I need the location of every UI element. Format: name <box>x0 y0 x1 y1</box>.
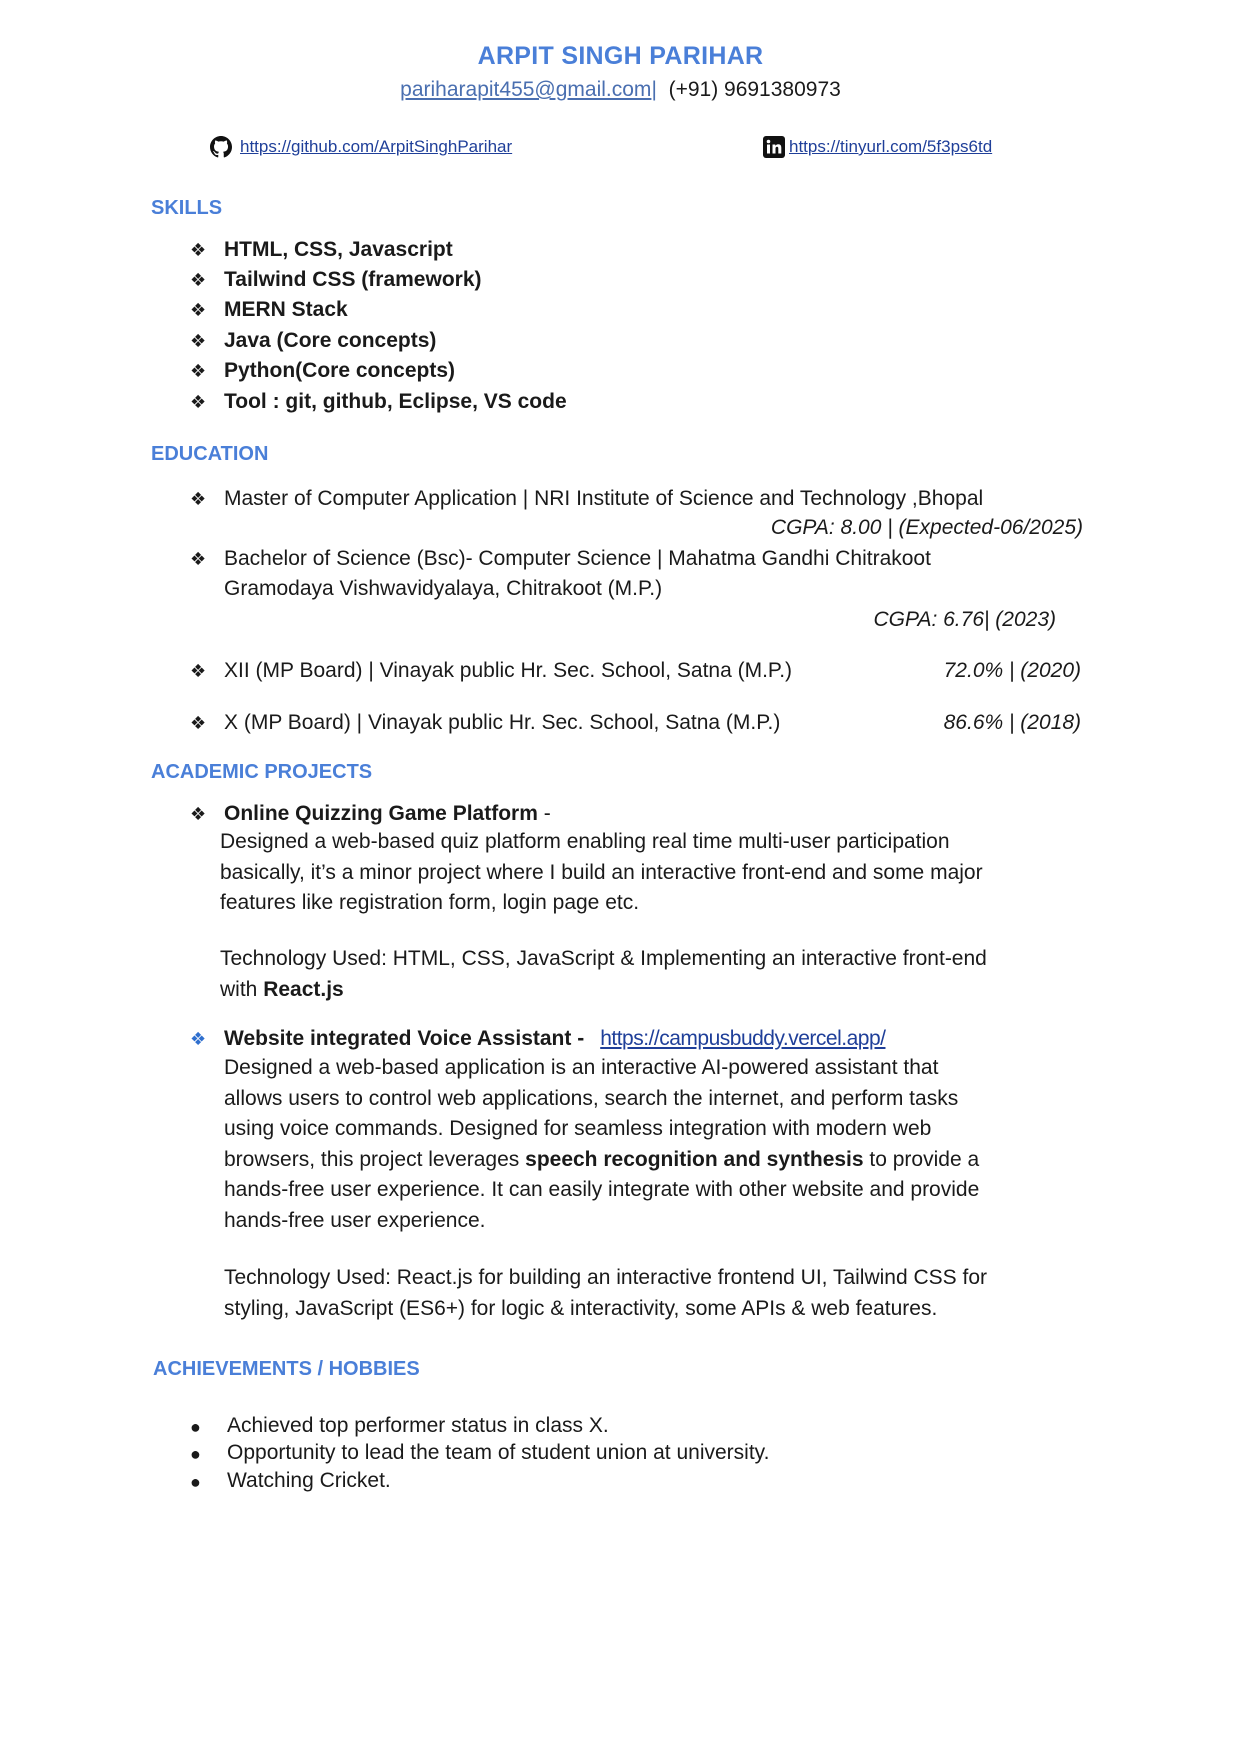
achievement-item <box>190 1469 391 1495</box>
education-score: 86.6% | (2018) <box>943 711 1081 734</box>
skill-item <box>190 268 482 292</box>
skill-text: HTML, CSS, Javascript <box>224 238 453 261</box>
diamond-bullet-icon: ❖ <box>190 361 207 381</box>
technology-line-2 <box>220 975 987 1006</box>
diamond-bullet-icon: ❖ <box>190 489 207 509</box>
education-item <box>190 711 780 735</box>
skill-text: Tool : git, github, Eclipse, VS code <box>224 390 567 413</box>
diamond-bullet-icon: ❖ <box>190 240 207 260</box>
description-line: hands-free user experience. It can easily integrate with other website and provide <box>224 1178 980 1201</box>
description-text: browsers, this project leverages <box>224 1147 526 1171</box>
education-heading: EDUCATION <box>151 443 269 465</box>
dot-bullet-icon: ● <box>190 1444 201 1464</box>
skill-text: Tailwind CSS (framework) <box>224 268 482 291</box>
linkedin-icon <box>763 136 785 158</box>
project-technology <box>220 944 987 1005</box>
description-text: to provide a <box>863 1147 980 1171</box>
achievement-item <box>190 1414 609 1440</box>
technology-line: Technology Used: React.js for building an interactive frontend UI, Tailwind CSS for <box>224 1266 988 1289</box>
project-technology <box>224 1263 987 1324</box>
diamond-bullet-icon: ❖ <box>190 270 207 290</box>
skill-text: MERN Stack <box>224 298 348 321</box>
education-score: CGPA: 6.76| (2023) <box>873 608 1056 631</box>
education-item <box>190 659 792 683</box>
skills-heading: SKILLS <box>151 197 223 219</box>
dot-bullet-icon: ● <box>190 1472 201 1492</box>
technology-with: with <box>220 977 264 1001</box>
project-description <box>224 1053 979 1236</box>
contact-separator: | <box>651 78 657 101</box>
achievements-heading: ACHIEVEMENTS / HOBBIES <box>153 1358 420 1380</box>
contact-line <box>0 78 1241 102</box>
projects-heading: ACADEMIC PROJECTS <box>151 761 373 783</box>
achievement-item <box>190 1441 769 1467</box>
skill-item <box>190 329 436 353</box>
description-line: basically, it’s a minor project where I build an interactive front-end and some major <box>220 860 983 884</box>
education-score: 72.0% | (2020) <box>943 659 1081 682</box>
linkedin-row <box>763 136 992 158</box>
skill-item <box>190 359 455 383</box>
achievement-text: Opportunity to lead the team of student union at university. <box>227 1441 770 1464</box>
candidate-name: ARPIT SINGH PARIHAR <box>477 42 764 70</box>
phone-number: (+91) 9691380973 <box>668 78 841 101</box>
project-title: Website integrated Voice Assistant - <box>224 1027 585 1050</box>
description-line: Designed a web-based application is an interactive AI-powered assistant that <box>224 1056 939 1079</box>
description-line: Designed a web-based quiz platform enabling real time multi-user participation <box>220 830 950 853</box>
project-title-row <box>190 802 551 826</box>
github-icon <box>210 136 232 158</box>
education-line: XII (MP Board) | Vinayak public Hr. Sec. School, Satna (M.P.) <box>224 659 793 682</box>
diamond-bullet-icon: ❖ <box>190 392 207 412</box>
technology-line: Technology Used: HTML, CSS, JavaScript & Implementing an interactive front-end <box>220 947 987 970</box>
diamond-bullet-icon: ❖ <box>190 300 207 320</box>
skill-item <box>190 298 348 322</box>
dot-bullet-icon: ● <box>190 1417 201 1437</box>
github-row <box>210 136 512 158</box>
diamond-bullet-icon: ❖ <box>190 549 207 569</box>
project-title: Online Quizzing Game Platform <box>224 802 538 825</box>
education-line: Gramodaya Vishwavidyalaya, Chitrakoot (M.P.) <box>224 577 663 600</box>
education-score: CGPA: 8.00 | (Expected-06/2025) <box>770 516 1083 539</box>
diamond-bullet-icon: ❖ <box>190 661 207 681</box>
description-line: hands-free user experience. <box>224 1208 486 1232</box>
diamond-bullet-icon: ❖ <box>190 1029 207 1049</box>
description-line: using voice commands. Designed for seamless integration with modern web <box>224 1117 932 1140</box>
achievement-text: Watching Cricket. <box>227 1469 391 1492</box>
skill-item <box>190 390 567 414</box>
education-item <box>190 487 983 511</box>
email-link[interactable]: pariharapit455@gmail.com <box>400 78 652 101</box>
technology-line: styling, JavaScript (ES6+) for logic & interactivity, some APIs & web features. <box>224 1296 938 1320</box>
achievement-text: Achieved top performer status in class X. <box>227 1414 609 1437</box>
technology-react: React.js <box>263 977 344 1001</box>
skill-item <box>190 238 453 262</box>
description-line <box>224 1145 979 1176</box>
description-line: allows users to control web applications, search the internet, and perform tasks <box>224 1086 959 1110</box>
project-link[interactable]: https://campusbuddy.vercel.app/ <box>600 1027 886 1050</box>
education-line: X (MP Board) | Vinayak public Hr. Sec. School, Satna (M.P.) <box>224 711 781 734</box>
education-item <box>190 547 931 571</box>
diamond-bullet-icon: ❖ <box>190 713 207 733</box>
project-dash: - <box>537 802 551 825</box>
education-line: Master of Computer Application | NRI Institute of Science and Technology ,Bhopal <box>224 487 984 510</box>
description-line: features like registration form, login page etc. <box>220 891 640 914</box>
github-link[interactable]: https://github.com/ArpitSinghParihar <box>240 137 513 156</box>
project-description <box>220 827 983 919</box>
diamond-bullet-icon: ❖ <box>190 331 207 351</box>
diamond-bullet-icon: ❖ <box>190 804 207 824</box>
project-title-row <box>190 1027 885 1051</box>
education-line: Bachelor of Science (Bsc)- Computer Science | Mahatma Gandhi Chitrakoot <box>224 547 931 570</box>
linkedin-link[interactable]: https://tinyurl.com/5f3ps6td <box>789 137 993 156</box>
skill-text: Java (Core concepts) <box>224 329 437 352</box>
description-bold: speech recognition and synthesis <box>525 1147 864 1171</box>
skill-text: Python(Core concepts) <box>224 359 456 382</box>
